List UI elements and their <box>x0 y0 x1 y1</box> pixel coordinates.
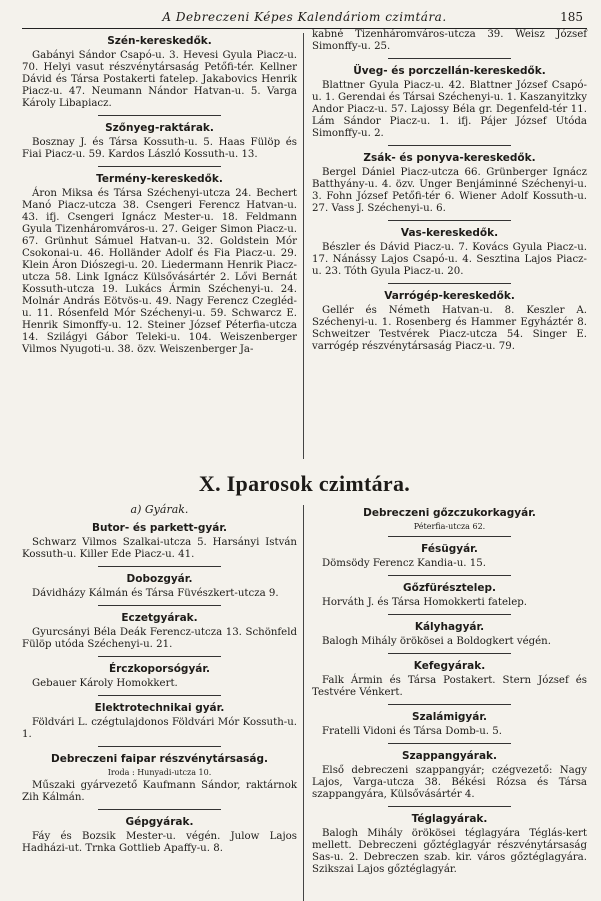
entry-text: Gellér és Németh Hatvan-u. 8. Keszler A. Széchenyi-u. 1. Rosenberg és Hammer Egyháztér 8. Schweitzer Testvérek Piacz-utcza 54. Singer E. varrógép részvénytársaság Piacz-u. 79. <box>312 305 587 352</box>
entry-group <box>22 816 297 855</box>
address-line: Iroda : Hunyadi-utcza 10. <box>107 768 212 777</box>
section-heading: Szappangyárak. <box>401 750 498 762</box>
entry-group <box>22 612 297 651</box>
section-heading: Gőzfürésztelep. <box>402 582 496 594</box>
subsection-title <box>22 503 297 516</box>
entry-group <box>312 152 587 215</box>
divider <box>98 656 222 657</box>
divider <box>388 575 512 576</box>
divider <box>98 746 222 747</box>
entry-text: Fratelli Vidoni és Társa Domb-u. 5. <box>322 726 502 737</box>
section-heading: Zsák- és ponyva-kereskedők. <box>363 152 536 164</box>
entry-group <box>22 753 297 804</box>
section-heading: Kefegyárak. <box>413 660 486 672</box>
section-heading: Érczkoporsógyár. <box>108 663 211 675</box>
divider <box>388 220 512 221</box>
entry-group <box>312 65 587 140</box>
entry-text: Műszaki gyárvezető Kaufmann Sándor, raktárnok Zih Kálmán. <box>22 780 297 803</box>
entry-group <box>22 173 297 356</box>
divider <box>98 566 222 567</box>
section-heading: Butor- és parkett-gyár. <box>91 522 228 534</box>
section-heading: Üveg- és porczellán-kereskedők. <box>353 65 546 77</box>
divider <box>388 536 512 537</box>
entry-text: Balogh Mihály örökösei a Boldogkert végén. <box>322 636 551 647</box>
divider <box>388 704 512 705</box>
divider <box>388 614 512 615</box>
running-head <box>22 8 587 29</box>
section-heading: Debreczeni gőzczukorkagyár. <box>363 507 536 519</box>
entry-group <box>312 582 587 609</box>
section-heading: Elektrotechnikai gyár. <box>94 702 225 714</box>
address-line: Péterfia-utcza 62. <box>413 522 486 531</box>
section-heading: Kályhagyár. <box>414 621 485 633</box>
entry-group <box>22 702 297 741</box>
section-heading: Vas-kereskedők. <box>400 227 499 239</box>
top-left-column <box>22 29 297 459</box>
divider <box>98 605 222 606</box>
entry-text: Gyurcsányi Béla Deák Ferencz-utcza 13. Schönfeld Fülöp utóda Széchenyi-u. 21. <box>22 627 297 650</box>
section-heading: Téglagyárak. <box>411 813 488 825</box>
entry-group <box>312 750 587 801</box>
divider <box>388 58 512 59</box>
entry-group <box>312 507 587 531</box>
entry-text: Dömsödy Ferencz Kandia-u. 15. <box>322 558 486 569</box>
entry-text: Bosznay J. és Társa Kossuth-u. 5. Haas Fülöp és Fiai Piacz-u. 59. Kardos László Kossuth-u. 13. <box>22 137 297 160</box>
entry-text: Első debreczeni szappangyár; czégvezető: Nagy Lajos, Varga-utcza 38. Békési Rózsa és Társa szappangyára, Külsővásártér 4. <box>312 765 587 800</box>
entry-text: Fáy és Bozsik Mester-u. végén. Julow Lajos Hadházi-ut. Trnka Gottlieb Apaffy-u. 8. <box>22 831 297 854</box>
divider <box>388 145 512 146</box>
divider <box>388 806 512 807</box>
subsection-label: a) Gyárak. <box>130 503 189 516</box>
entry-group <box>312 813 587 876</box>
section-heading: Varrógép-kereskedők. <box>384 290 515 302</box>
entry-text: Falk Ármin és Társa Postakert. Stern József és Testvére Vénkert. <box>312 675 587 698</box>
column-divider <box>303 505 304 901</box>
entry-text: Gebauer Károly Homokkert. <box>32 678 178 689</box>
entry-group <box>22 663 297 690</box>
section-heading: Szén-kereskedők. <box>107 35 212 47</box>
entry-text: Horváth J. és Társa Homokkerti fatelep. <box>322 597 528 608</box>
entry-group <box>22 122 297 161</box>
bottom-right-column <box>312 501 587 901</box>
entry-group <box>22 35 297 110</box>
divider <box>98 695 222 696</box>
section-heading: Termény-kereskedők. <box>96 173 223 185</box>
section-heading: Fésügyár. <box>421 543 478 555</box>
entry-text-continued: kabné Tizenháromváros-utcza 39. Weisz József Simonffy-u. 25. <box>312 29 587 52</box>
divider <box>388 743 512 744</box>
entry-group <box>312 290 587 353</box>
top-right-column <box>312 29 587 459</box>
entry-text: Áron Miksa és Társa Széchenyi-utcza 24. Bechert Manó Piacz-utcza 38. Csengeri Ferencz Hatvan-u. 43. ifj. Csengeri Ignácz Mester-u. 18. Feldmann Gyula Tizenháromváros-u. 27. Geiger Simon Piacz-u. 67. Grünhut Sámuel Hatvan-u. 32. Goldstein Mór Csokonai-u. 46. Holländer Adolf és Fia Piacz-u. 29. Klein Áron Diószegi-u. 20. Liedermann Henrik Piacz-utcza 58. Link Ignácz Külsővásártér 2. Lővi Bernát Kossuth-utcza 19. Lukács Ármin Széchenyi-u. 24. Molnár András Eötvös-u. 49. Nagy Ferencz Czegléd-u. 11. Rósenfeld Mór Széchenyi-u. 59. Schwarcz E. Henrik Simonffy-u. 12. Steiner József Péterfia-utcza 14. Szilágyi Gábor Teleki-u. 104. Weiszenberger Vilmos Nyugoti-u. 38. özv. Weiszenberger Ja- <box>22 188 297 355</box>
entry-group <box>312 621 587 648</box>
section-heading: Szőnyeg-raktárak. <box>105 122 214 134</box>
entry-group <box>312 660 587 699</box>
entry-group <box>312 711 587 738</box>
column-divider <box>303 33 304 459</box>
entry-text: Bergel Dániel Piacz-utcza 66. Grünberger Ignácz Batthyány-u. 4. özv. Unger Benjáminné Széchenyi-u. 3. Fohn József Petőfi-tér 6. Wiener Adolf Kossuth-u. 27. Vass J. Széchenyi-u. 6. <box>312 167 587 214</box>
entry-text: Schwarz Vilmos Szalkai-utcza 5. Harsányi István Kossuth-u. Killer Ede Piacz-u. 41. <box>22 537 297 560</box>
page-number: 185 <box>560 10 583 24</box>
divider <box>98 115 222 116</box>
running-title: A Debreczeni Képes Kalendáriom czimtára. <box>162 10 447 24</box>
chapter-title: X. Iparosok czimtára. <box>198 471 411 496</box>
divider <box>388 653 512 654</box>
section-heading: Szalámigyár. <box>411 711 488 723</box>
entry-group <box>22 573 297 600</box>
divider <box>98 809 222 810</box>
bottom-section <box>22 501 587 901</box>
entry-text: Bészler és Dávid Piacz-u. 7. Kovács Gyula Piacz-u. 17. Nánássy Lajos Csapó-u. 4. Sesztina Lajos Piacz-u. 23. Tóth Gyula Piacz-u. 20. <box>312 242 587 277</box>
divider <box>98 166 222 167</box>
bottom-left-column <box>22 501 297 901</box>
entry-group <box>312 227 587 278</box>
section-heading: Gépgyárak. <box>125 816 194 828</box>
entry-text: Földvári L. czégtulajdonos Földvári Mór Kossuth-u. 1. <box>22 717 297 740</box>
top-section <box>22 29 587 459</box>
section-heading: Dobozgyár. <box>126 573 193 585</box>
section-heading: Eczetgyárak. <box>121 612 198 624</box>
entry-text: Blattner Gyula Piacz-u. 42. Blattner József Csapó-u. 1. Gerendai és Társai Széchenyi-u. 1. Kaszanyitzky Andor Piacz-u. 57. Lajossy Béla gr. Degenfeld-tér 11. Lám Sándor Piacz-u. 1. ifj. Pájer József Utóda Simonffy-u. 2. <box>312 80 587 139</box>
entry-text: Balogh Mihály örökösei téglagyára Téglás-kert mellett. Debreczeni gőztéglagyár részvénytársaság Sas-u. 2. Debreczen szab. kir. város gőztéglagyára. Szikszai Lajos gőztéglagyár. <box>312 828 587 875</box>
entry-group <box>312 543 587 570</box>
entry-text: Dávidházy Kálmán és Társa Füvészkert-utcza 9. <box>32 588 279 599</box>
section-heading: Debreczeni faipar részvénytársaság. <box>51 753 268 765</box>
entry-text: Gabányi Sándor Csapó-u. 3. Hevesi Gyula Piacz-u. 70. Helyi vasut részvénytársaság Petőfi-tér. Kellner Dávid és Társa Postakerti fatelep. Jakabovics Henrik Piacz-u. 47. Neumann Nándor Hatvan-u. 5. Varga Károly Libapiacz. <box>22 50 297 109</box>
entry-group <box>22 522 297 561</box>
divider <box>388 283 512 284</box>
